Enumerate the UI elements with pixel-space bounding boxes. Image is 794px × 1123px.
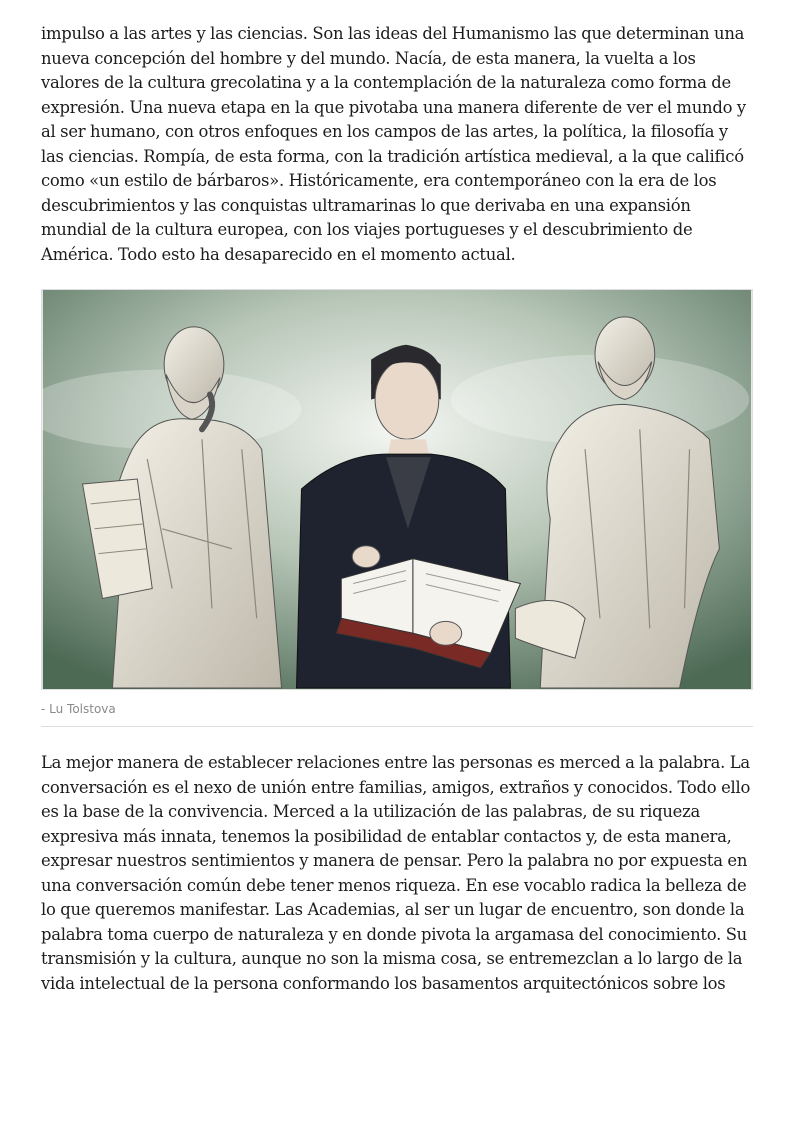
paragraph-1: impulso a las artes y las ciencias. Son las ideas del Humanismo las que determinan una nueva concepción del hombre y del mundo. Nacía, de esta manera, la vuelta a los valores de la cultura grecolatina y a la contemplación de la naturaleza como forma de expresión. Una nueva etapa en la que pivotaba una manera diferente de ver el mundo y al ser humano, con otros enfoques en los campos de las artes, la política, la filosofía y las ciencias. Rompía, de esta forma, con la tradición artística medieval, a la que calificó como «un estilo de bárbaros». Históricamente, era contemporáneo con la era de los descubrimientos y las conquistas ultramarinas lo que derivaba en una expansión mundial de la cultura europea, con los viajes portugueses y el descubrimiento de América. Todo esto ha desaparecido en el momento actual. (41, 24, 746, 264)
image-caption: - Lu Tolstova (41, 702, 753, 727)
article-body (41, 22, 754, 996)
illustration-image (41, 289, 753, 690)
paragraph-2: La mejor manera de establecer relaciones entre las personas es merced a la palabra. La conversación es el nexo de unión entre familias, amigos, extraños y conocidos. Todo ello es la base de la convivencia. Merced a la utilización de las palabras, de su riqueza expresiva más innata, tenemos la posibilidad de entablar contactos y, de esta manera, expresar nuestros sentimientos y manera de pensar. Pero la palabra no por expuesta en una conversación común debe tener menos riqueza. En ese vocablo radica la belleza de lo que queremos manifestar. Las Academias, al ser un lugar de encuentro, son donde la palabra toma cuerpo de naturaleza y en donde pivota la argamasa del conocimiento. Su transmisión y la cultura, aunque no son la misma cosa, se entremezclan a lo largo de la vida intelectual de la persona conformando los basamentos arquitectónicos sobre los (41, 753, 751, 993)
article-figure (41, 289, 753, 727)
